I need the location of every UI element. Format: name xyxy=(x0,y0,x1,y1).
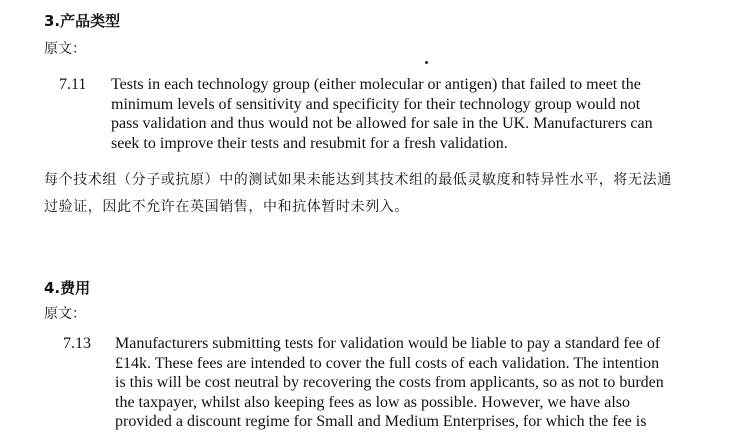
section-heading-fees: 4.费用 xyxy=(44,279,91,297)
translation-line: 每个技术组（分子或抗原）中的测试如果未能达到其技术组的最低灵敏度和特异性水平，将无法通 xyxy=(44,172,672,188)
stray-dot xyxy=(425,61,428,64)
paragraph-line: Tests in each technology group (either molecular or antigen) that failed to meet the xyxy=(111,76,641,93)
chinese-translation xyxy=(44,167,672,221)
original-text-label: 原文： xyxy=(44,41,86,57)
paragraph-line: the taxpayer, whilst also keeping fees as low as possible. However, we have also xyxy=(115,393,631,411)
paragraph-line: Manufacturers submitting tests for validation would be liable to pay a standard fee of xyxy=(115,335,661,352)
paragraph-line: seek to improve their tests and resubmit for a fresh validation. xyxy=(111,134,508,152)
paragraph-line: minimum levels of sensitivity and specificity for their technology group would not xyxy=(111,95,641,113)
paragraph-line: is this will be cost neutral by recovering the costs from applicants, so as not to burden xyxy=(115,374,664,391)
translation-line: 过验证，因此不允许在英国销售，中和抗体暂时未列入。 xyxy=(44,199,409,215)
original-text-label: 原文： xyxy=(44,306,86,322)
paragraph-line: £14k. These fees are intended to cover the full costs of each validation. The intention xyxy=(115,354,660,372)
paragraph-line: pass validation and thus would not be allowed for sale in the UK. Manufacturers can xyxy=(111,115,653,132)
paragraph-number: 7.13 xyxy=(63,335,91,352)
paragraph-number: 7.11 xyxy=(59,76,87,93)
section-heading-product-type: 3.产品类型 xyxy=(44,12,121,30)
paragraph-line: provided a discount regime for Small and Medium Enterprises, for which the fee is xyxy=(115,413,647,430)
original-paragraph xyxy=(111,75,653,153)
original-paragraph xyxy=(115,334,664,432)
